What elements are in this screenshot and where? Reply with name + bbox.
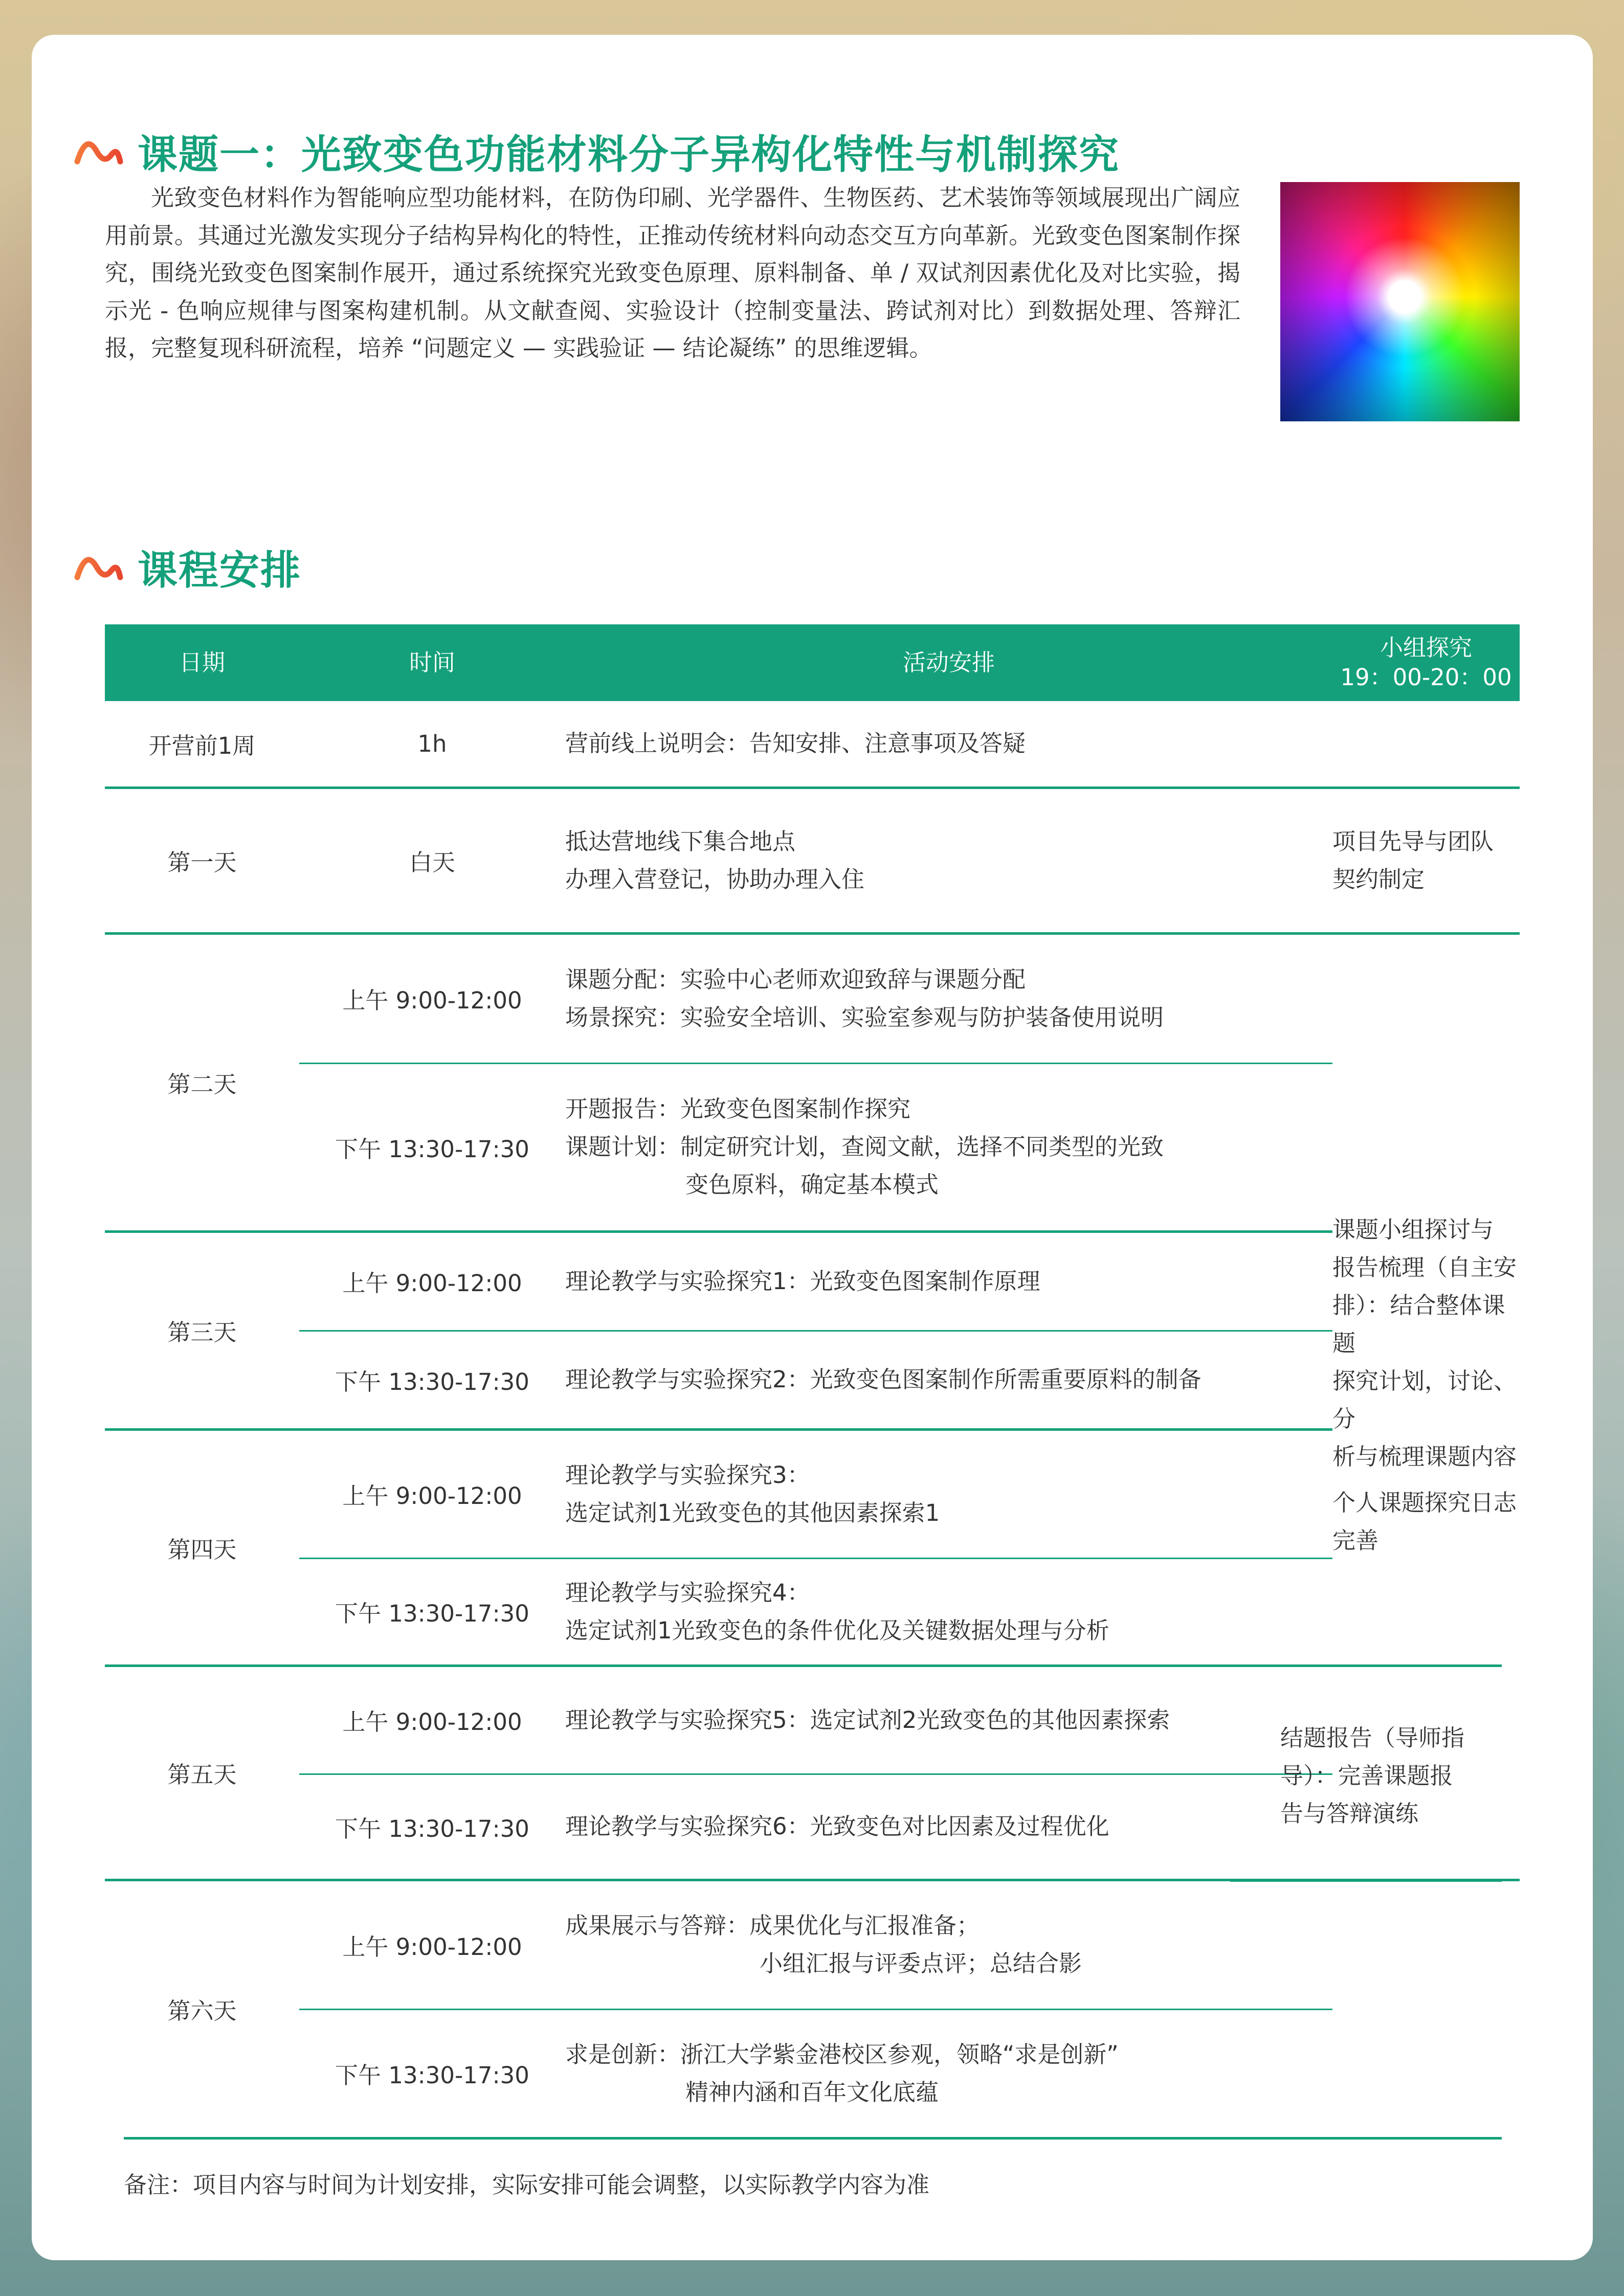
activity-cell: 理论教学与实验探究1：光致变色图案制作原理 [565,1231,1332,1331]
table-header-row [105,624,1520,701]
time-cell: 1h [417,730,447,757]
group-cell: 项目先导与团队 契约制定 [1332,787,1520,933]
activity-cell: 成果展示与答辩：成果优化与汇报准备； 小组汇报与评委点评；总结合影 [565,1880,1332,2009]
schedule-title: 课程安排 [138,548,302,594]
table-row [105,1558,1520,1665]
topic-heading [74,123,1120,180]
time-cell: 下午 13:30-17:30 [299,1774,565,1880]
table-row [105,1331,1520,1429]
day-cell: 第二天 [105,933,299,1231]
table-row [105,701,1520,787]
table-row [105,787,1520,933]
activity-cell: 求是创新：浙江大学紫金港校区参观，领略“求是创新” 精神内涵和百年文化底蕴 [565,2009,1332,2137]
group-cell: 课题小组探讨与 报告梳理（自主安 排）：结合整体课题 探究计划，讨论、分 析与梳理课题内容 个人课题探究日志完善 [1332,933,1520,1880]
activity-cell: 理论教学与实验探究4： 选定试剂1光致变色的条件优化及关键数据处理与分析 [565,1558,1332,1665]
activity-cell: 营前线上说明会：告知安排、注意事项及答疑 [565,730,1026,757]
day-cell: 第一天 [105,787,299,933]
time-cell: 上午 9:00-12:00 [299,1429,565,1558]
time-cell: 白天 [299,787,565,933]
time-cell: 上午 9:00-12:00 [299,933,565,1063]
topic-intro: 光致变色材料作为智能响应型功能材料，在防伪印刷、光学器件、生物医药、艺术装饰等领域展现出广阔应用前景。其通过光激发实现分子结构异构化的特性，正推动传统材料向动态交互方向革新。光致变色图案制作探究，围绕光致变色图案制作展开，通过系统探究光致变色原理、原料制备、单 / 双试剂因素优化及对比实验，揭示光 - 色响应规律与图案构建机制。从文献查阅、实验设计（控制变量法、跨试剂对比）到数据处理、答辩汇报，完整复现科研流程，培养 “问题定义 — 实践验证 — 结论凝练” 的思维逻辑。 [105,184,1240,362]
day-cell: 第五天 [105,1665,299,1880]
divider [1230,1879,1502,1882]
rainbow-light-image [1280,182,1520,421]
header-time: 时间 [299,624,565,701]
day-cell: 第六天 [105,1880,299,2137]
header-date: 日期 [105,624,299,701]
time-cell: 下午 13:30-17:30 [299,1558,565,1665]
day-cell: 第四天 [105,1429,299,1665]
table-row [105,2009,1520,2137]
activity-cell: 开题报告：光致变色图案制作探究 课题计划：制定研究计划，查阅文献，选择不同类型的光致 变色原料，确定基本模式 [565,1063,1332,1231]
schedule-table [105,624,1520,2137]
time-cell: 上午 9:00-12:00 [299,1665,565,1774]
activity-cell: 抵达营地线下集合地点 办理入营登记，协助办理入住 [565,787,1332,933]
day-cell: 第三天 [105,1231,299,1429]
activity-cell: 理论教学与实验探究5：选定试剂2光致变色的其他因素探索 [565,1665,1332,1774]
activity-cell: 课题分配：实验中心老师欢迎致辞与课题分配 场景探究：实验安全培训、实验室参观与防护装备使用说明 [565,933,1332,1063]
time-cell: 下午 13:30-17:30 [299,1063,565,1231]
table-row [105,1880,1520,2009]
table-row [105,1063,1520,1231]
logo-icon [74,136,123,167]
table-bottom-divider [124,2137,1502,2140]
table-row [105,1429,1520,1558]
time-cell: 下午 13:30-17:30 [299,2009,565,2137]
group-cell-day5: 结题报告（导师指 导）：完善课题报 告与答辩演练 [1280,1724,1465,1827]
activity-cell: 理论教学与实验探究2：光致变色图案制作所需重要原料的制备 [565,1331,1332,1429]
activity-cell: 理论教学与实验探究6：光致变色对比因素及过程优化 [565,1774,1332,1880]
time-cell: 上午 9:00-12:00 [299,1880,565,2009]
header-activity: 活动安排 [565,624,1332,701]
header-group: 小组探究 19：00-20：00 [1332,624,1520,701]
footnote: 备注：项目内容与时间为计划安排，实际安排可能会调整，以实际教学内容为准 [124,2171,930,2198]
schedule-heading [74,538,301,596]
divider [1230,1664,1502,1667]
day-cell: 开营前1周 [148,732,256,759]
time-cell: 上午 9:00-12:00 [299,1231,565,1331]
logo-icon [74,552,123,582]
activity-cell: 理论教学与实验探究3： 选定试剂1光致变色的其他因素探索1 [565,1429,1332,1558]
topic-title: 课题一：光致变色功能材料分子异构化特性与机制探究 [138,132,1120,178]
table-row [105,933,1520,1063]
time-cell: 下午 13:30-17:30 [299,1331,565,1429]
table-row [105,1231,1520,1331]
